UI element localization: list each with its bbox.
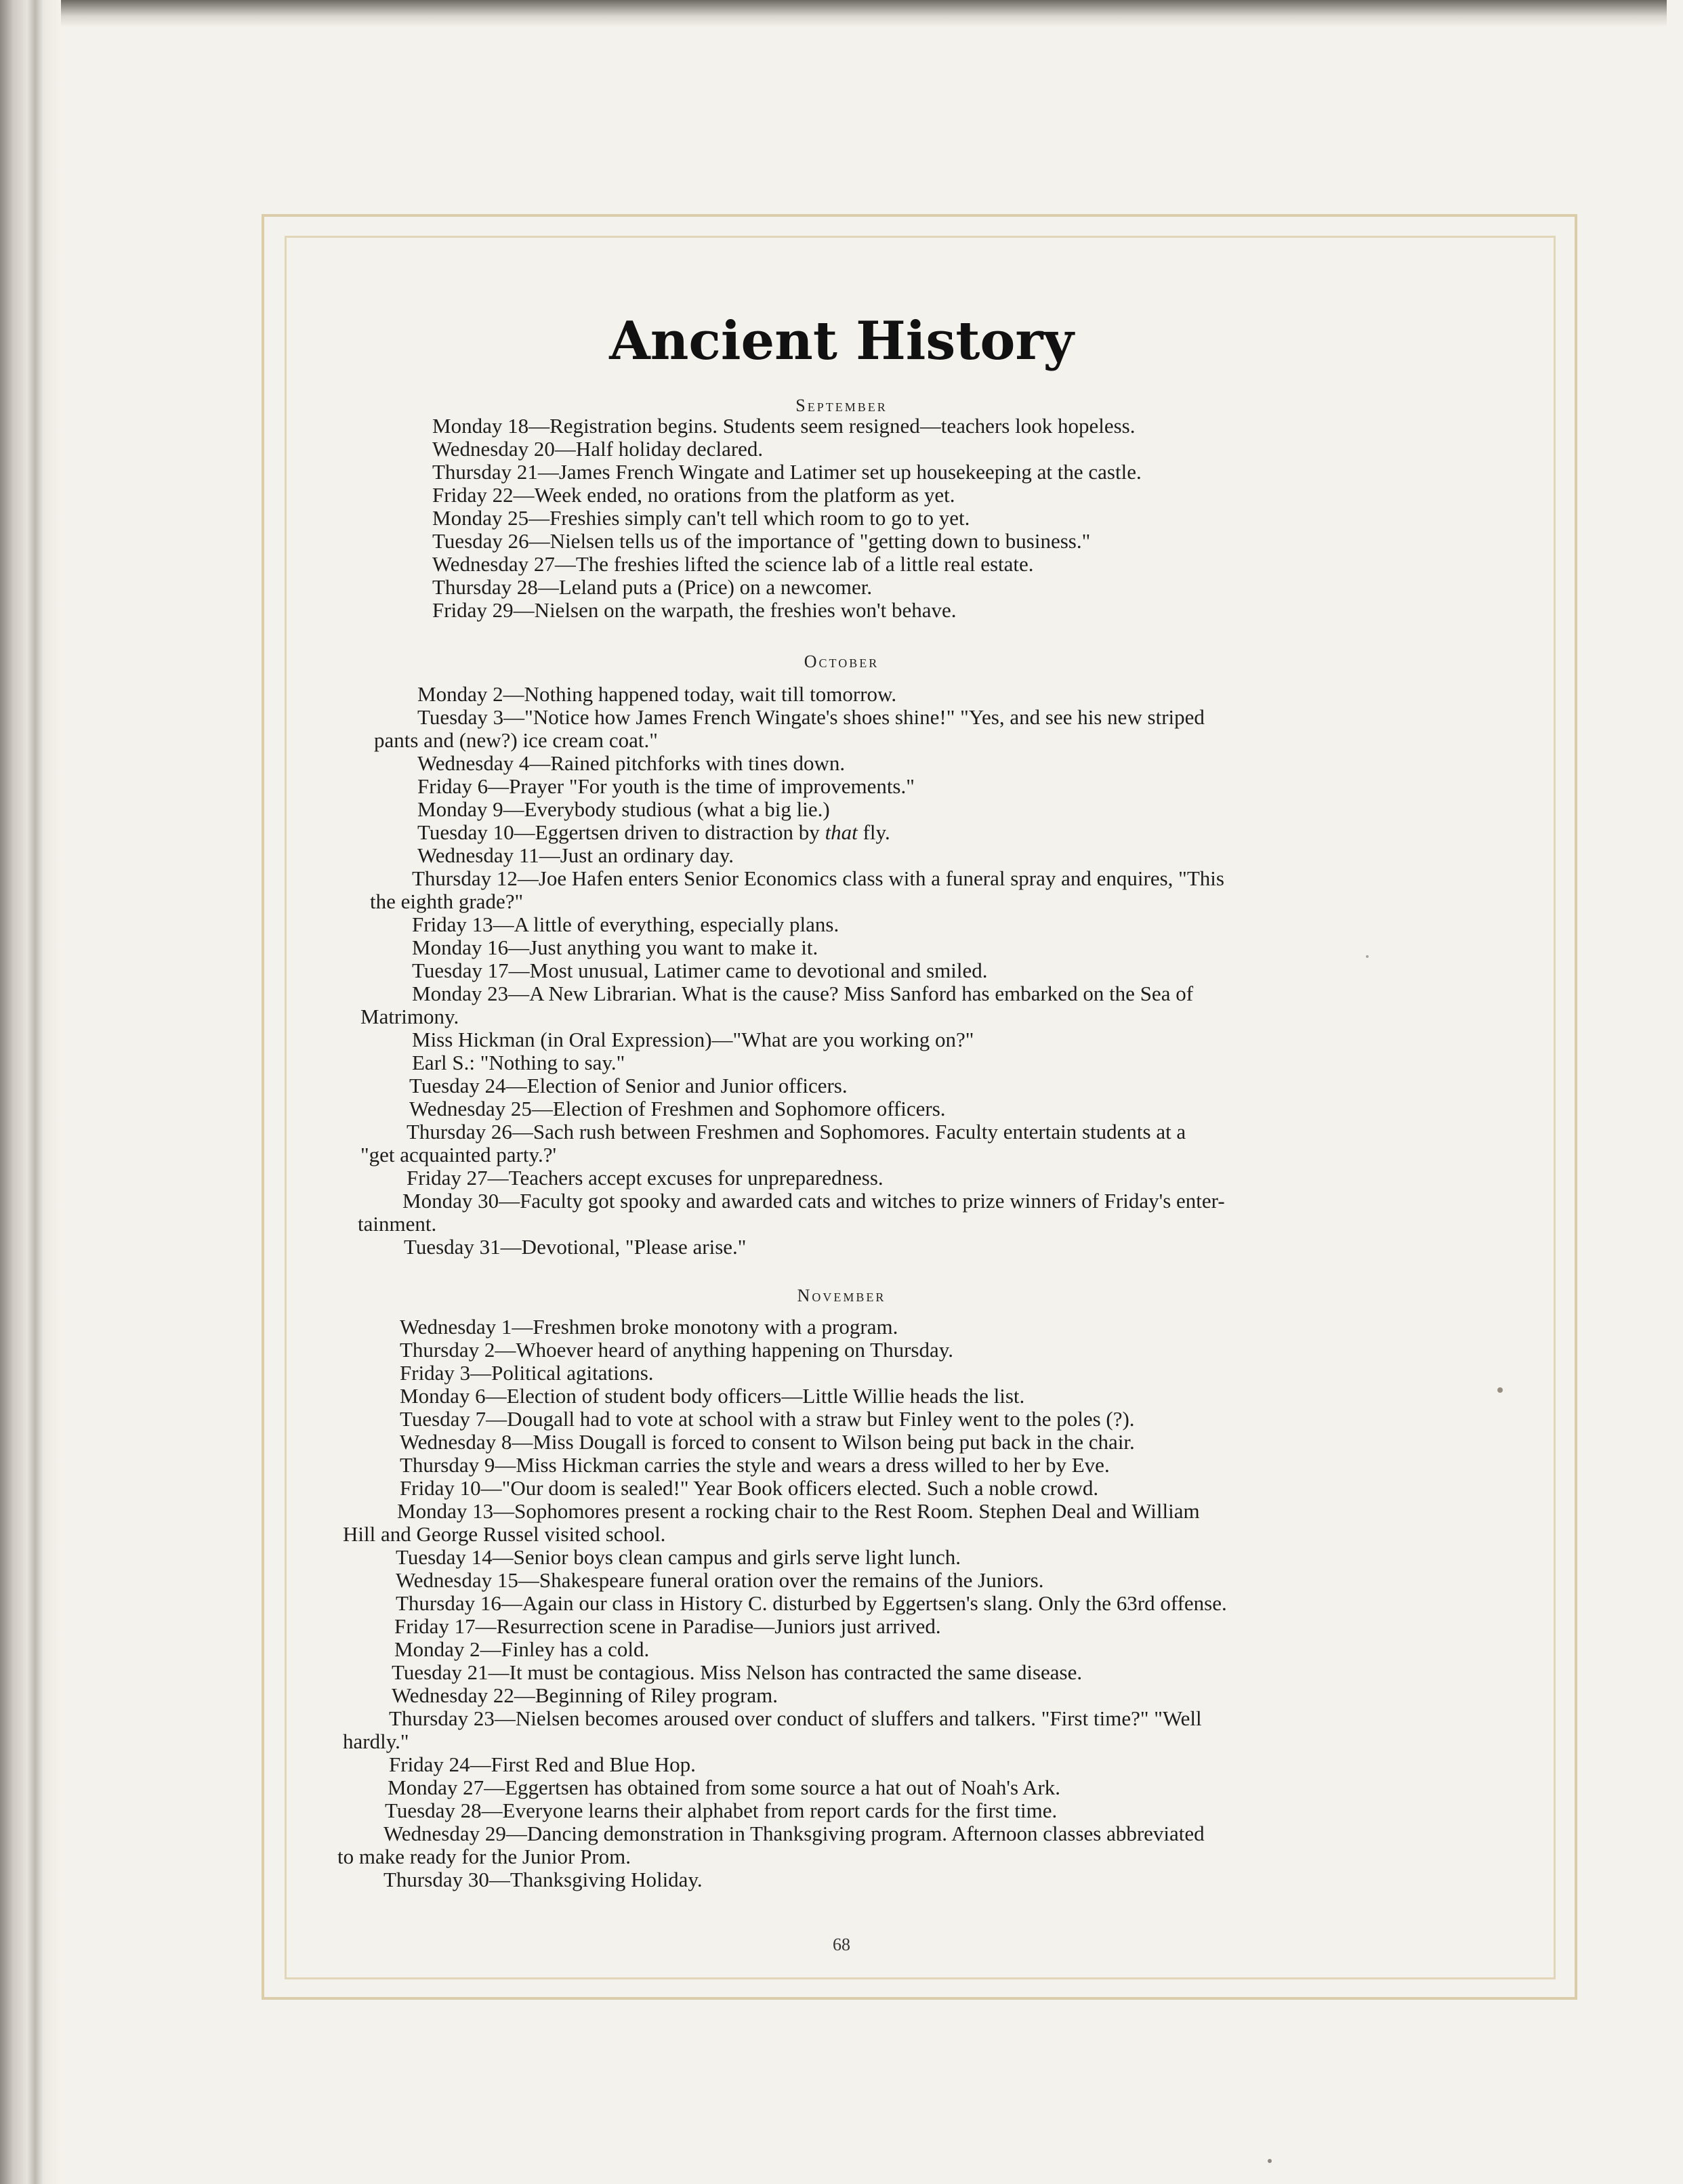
entry-line: the eighth grade?" [370, 889, 524, 913]
entry-line: Tuesday 3—"Notice how James French Wingate's shoes shine!" "Yes, and see his new striped [417, 705, 1205, 729]
entry-line: Wednesday 22—Beginning of Riley program. [392, 1683, 778, 1707]
entry-line: Hill and George Russel visited school. [343, 1522, 666, 1546]
entry-line: Miss Hickman (in Oral Expression)—"What are you working on?" [412, 1028, 974, 1051]
entry-line: Monday 16—Just anything you want to make it. [412, 936, 818, 959]
entry-line: Wednesday 29—Dancing demonstration in Thanksgiving program. Afternoon classes abbreviated [383, 1822, 1205, 1845]
entry-line: Tuesday 26—Nielsen tells us of the importance of "getting down to business." [432, 529, 1091, 553]
entry-line: Friday 13—A little of everything, especially plans. [412, 912, 839, 936]
entry-line: Monday 30—Faculty got spooky and awarded cats and witches to prize winners of Friday's enter- [402, 1189, 1225, 1213]
entry-line: Wednesday 11—Just an ordinary day. [417, 843, 734, 867]
entry-line: Earl S.: "Nothing to say." [412, 1051, 625, 1074]
entry-line: Monday 13—Sophomores present a rocking chair to the Rest Room. Stephen Deal and William [397, 1499, 1200, 1523]
entry-line: Tuesday 24—Election of Senior and Junior officers. [409, 1074, 848, 1097]
entry-line: Monday 27—Eggertsen has obtained from some source a hat out of Noah's Ark. [388, 1776, 1061, 1799]
entry-line: Thursday 28—Leland puts a (Price) on a newcomer. [432, 575, 873, 599]
entry-line: Thursday 23—Nielsen becomes aroused over conduct of sluffers and talkers. "First time?" "Well [389, 1706, 1202, 1730]
entry-line: Monday 6—Election of student body officers—Little Willie heads the list. [400, 1384, 1025, 1408]
entry-line: Monday 23—A New Librarian. What is the cause? Miss Sanford has embarked on the Sea of [412, 982, 1194, 1005]
entry-line: Wednesday 25—Election of Freshmen and Sophomore officers. [409, 1097, 946, 1120]
entry-line: Wednesday 27—The freshies lifted the science lab of a little real estate. [432, 552, 1034, 576]
entry-line: Friday 17—Resurrection scene in Paradise—Juniors just arrived. [394, 1614, 941, 1638]
entry-line: Tuesday 14—Senior boys clean campus and girls serve light lunch. [396, 1545, 961, 1569]
month-heading: October [804, 652, 879, 671]
entry-line: Thursday 2—Whoever heard of anything happening on Thursday. [400, 1338, 953, 1362]
entry-line: Thursday 12—Joe Hafen enters Senior Economics class with a funeral spray and enquires, "This [412, 866, 1224, 890]
entry-line: pants and (new?) ice cream coat." [374, 728, 658, 752]
entry-line: to make ready for the Junior Prom. [337, 1845, 631, 1868]
entry-line: Friday 22—Week ended, no orations from the platform as yet. [432, 483, 955, 507]
page-number: 68 [833, 1935, 850, 1954]
entry-line: Thursday 21—James French Wingate and Latimer set up housekeeping at the castle. [432, 460, 1142, 484]
entry-line: Monday 2—Finley has a cold. [394, 1637, 650, 1661]
entry-line: Monday 9—Everybody studious (what a big lie.) [417, 797, 830, 821]
entry-line: Tuesday 31—Devotional, "Please arise." [404, 1235, 747, 1259]
entry-line: Matrimony. [360, 1005, 459, 1028]
entry-line: Tuesday 28—Everyone learns their alphabet from report cards for the first time. [385, 1799, 1058, 1822]
entry-line: Wednesday 20—Half holiday declared. [432, 437, 764, 461]
entry-line: Tuesday 17—Most unusual, Latimer came to devotional and smiled. [412, 959, 988, 982]
entry-line: Friday 27—Teachers accept excuses for unpreparedness. [407, 1166, 884, 1190]
entry-line: Monday 18—Registration begins. Students seem resigned—teachers look hopeless. [432, 414, 1136, 438]
entry-line: Wednesday 8—Miss Dougall is forced to consent to Wilson being put back in the chair. [400, 1430, 1135, 1454]
entry-line: Friday 29—Nielsen on the warpath, the freshies won't behave. [432, 598, 957, 622]
entry-line: Friday 10—"Our doom is sealed!" Year Book officers elected. Such a noble crowd. [400, 1476, 1099, 1500]
month-heading: September [795, 396, 888, 415]
entry-line: Thursday 16—Again our class in History C. disturbed by Eggertsen's slang. Only the 63rd offense. [396, 1591, 1227, 1615]
entry-line: Friday 24—First Red and Blue Hop. [389, 1752, 696, 1776]
entry-line: Friday 6—Prayer "For youth is the time of improvements." [417, 774, 915, 798]
entry-line: Thursday 9—Miss Hickman carries the style and wears a dress willed to her by Eve. [400, 1453, 1110, 1477]
entry-line: Wednesday 1—Freshmen broke monotony with a program. [400, 1315, 898, 1339]
emphasis: that [825, 820, 858, 844]
page-title: Ancient History [609, 310, 1074, 372]
entry-line: hardly." [343, 1729, 409, 1753]
entry-line: Tuesday 21—It must be contagious. Miss Nelson has contracted the same disease. [392, 1660, 1083, 1684]
entry-line: Monday 25—Freshies simply can't tell which room to go to yet. [432, 506, 970, 530]
entry-line: Monday 2—Nothing happened today, wait till tomorrow. [417, 682, 897, 706]
entry-line: Tuesday 7—Dougall had to vote at school with a straw but Finley went to the poles (?). [400, 1407, 1135, 1431]
entry-line: "get acquainted party.?' [360, 1143, 557, 1167]
entry-line: Wednesday 4—Rained pitchforks with tines down. [417, 751, 846, 775]
entry-line: Wednesday 15—Shakespeare funeral oration over the remains of the Juniors. [396, 1568, 1044, 1592]
entry-line: Friday 3—Political agitations. [400, 1361, 654, 1385]
entry-line: Thursday 30—Thanksgiving Holiday. [383, 1868, 703, 1891]
month-heading: November [797, 1286, 886, 1305]
entry-line: tainment. [358, 1212, 437, 1236]
entry-line: Tuesday 10—Eggertsen driven to distraction by that fly. [417, 820, 890, 844]
entry-line: Thursday 26—Sach rush between Freshmen and Sophomores. Faculty entertain students at a [407, 1120, 1186, 1143]
